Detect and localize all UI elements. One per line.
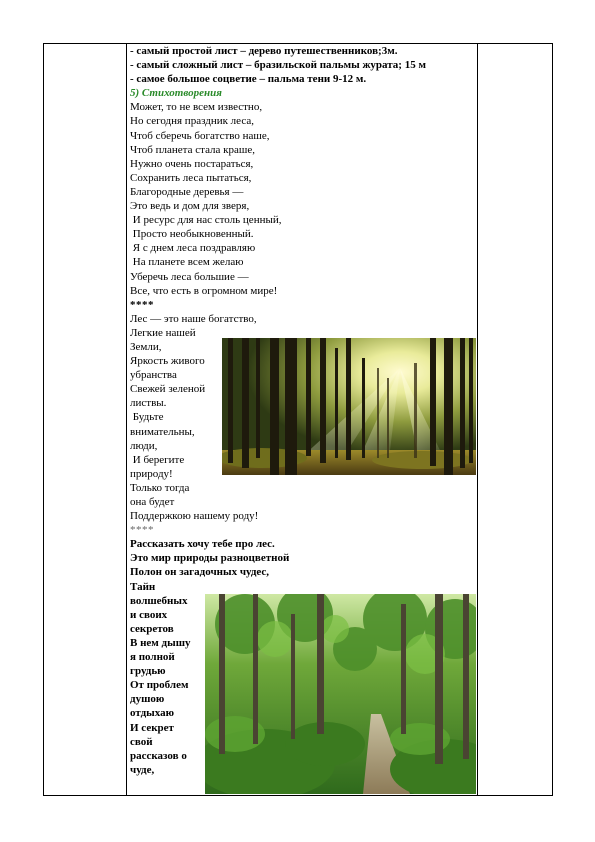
poem-2-intro: Лес — это наше богатство, xyxy=(130,312,257,325)
poem-line: свой xyxy=(130,735,153,748)
poem-line: убранства xyxy=(130,369,177,382)
poem-line: Но сегодня праздник леса, xyxy=(130,115,254,128)
poem-3-intro xyxy=(130,537,476,579)
poem-line: И ресурс для нас столь ценный, xyxy=(130,214,282,227)
poem-line: Яркость живого xyxy=(130,355,205,368)
poem-line: природу! xyxy=(130,467,173,480)
poem-3 xyxy=(130,580,202,777)
poem-line: Земли, xyxy=(130,340,162,353)
fact-line: - самый простой лист – дерево путешественников;3м. xyxy=(130,45,398,57)
poem-line: душою xyxy=(130,693,165,706)
poem-line: Все, что есть в огромном мире! xyxy=(130,284,278,297)
poem-line: Уберечь леса большие — xyxy=(130,270,249,283)
poem-line: секретов xyxy=(130,622,174,635)
separator-stars: **** xyxy=(130,524,154,537)
forest-path-image xyxy=(205,594,476,794)
poem-line: я полной xyxy=(130,651,175,664)
poem-line: Это ведь и дом для зверя, xyxy=(130,200,250,213)
poem-line: Это мир природы разноцветной xyxy=(130,552,290,565)
poem-line: И секрет xyxy=(130,721,174,734)
poem-line: волшебных xyxy=(130,594,188,607)
poem-line: И берегите xyxy=(130,453,185,466)
poem-line: Только тогда xyxy=(130,481,190,494)
poem-line: внимательны, xyxy=(130,425,195,438)
poem-line: Сохранить леса пытаться, xyxy=(130,171,252,184)
poem-line: На планете всем желаю xyxy=(130,256,244,269)
poem-line: Легкие нашей xyxy=(130,326,196,339)
poem-line: Просто необыкновенный. xyxy=(130,228,254,241)
poem-line: Нужно очень постараться, xyxy=(130,157,254,170)
sunny-forest-image xyxy=(222,338,476,475)
table-column-divider-right xyxy=(477,44,478,795)
table-column-divider-left xyxy=(126,44,127,795)
poem-line: Поддержкою нашему роду! xyxy=(130,510,259,523)
poem-line: В нем дышу xyxy=(130,636,191,649)
poem-line: она будет xyxy=(130,496,175,508)
poem-line: и своих xyxy=(130,608,168,621)
poem-line: Может, то не всем известно, xyxy=(130,101,263,114)
poem-line: листвы. xyxy=(130,397,167,410)
poem-line: Свежей зеленой xyxy=(130,383,206,396)
poem-line: рассказов о xyxy=(130,749,187,762)
poem-line: Чтоб планета стала краше, xyxy=(130,143,256,156)
poem-line: отдыхаю xyxy=(130,707,175,720)
fact-line: - самый сложный лист – бразильской пальмы журата; 15 м xyxy=(130,59,426,72)
poem-line: люди, xyxy=(130,439,158,452)
poem-line: Чтоб сберечь богатство наше, xyxy=(130,129,270,142)
poem-1 xyxy=(130,100,476,297)
poem-line: Тайн xyxy=(130,580,156,593)
poem-line: Будьте xyxy=(130,411,164,424)
poem-line: Рассказать хочу тебе про лес. xyxy=(130,538,275,551)
poem-line: Полон он загадочных чудес, xyxy=(130,566,270,579)
separator-stars: **** xyxy=(130,298,154,311)
poem-line: Благородные деревья — xyxy=(130,185,244,198)
poem-line: грудью xyxy=(130,665,166,678)
poem-line: Я с днем леса поздравляю xyxy=(130,242,256,255)
poem-line: чуде, xyxy=(130,763,155,776)
section-heading: 5) Стихотворения xyxy=(130,87,222,100)
poem-line: От проблем xyxy=(130,679,189,692)
fact-line: - самое большое соцветие – пальма тени 9-12 м. xyxy=(130,73,367,86)
